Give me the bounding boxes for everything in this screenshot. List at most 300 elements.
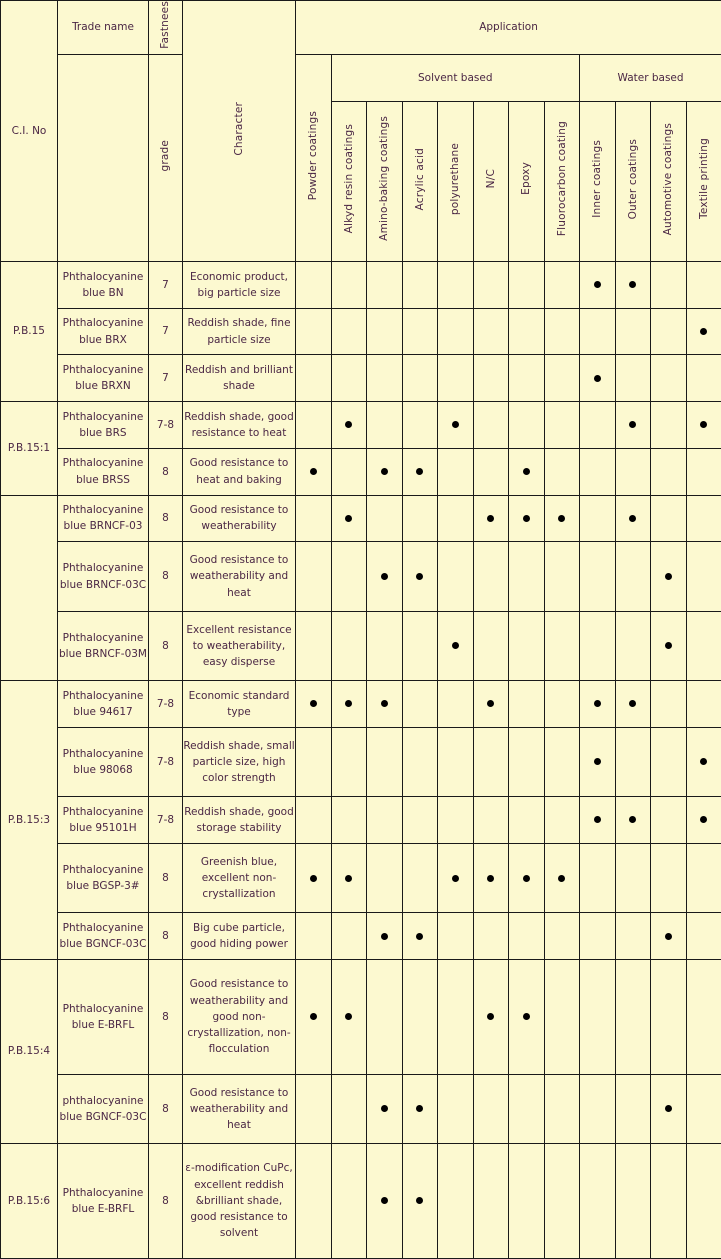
cell-grade: 7: [149, 355, 183, 402]
cell-app-outer-coatings: [615, 402, 651, 449]
cell-character: Economic product, big particle size: [183, 262, 296, 309]
dot-marker-icon: [629, 515, 636, 522]
cell-app-epoxy: [509, 843, 545, 912]
cell-app-automotive-coatings: [651, 1144, 687, 1259]
cell-app-automotive-coatings: [651, 797, 687, 844]
header-app-textile-printing-label: Textile printing: [697, 138, 710, 220]
header-fastness-label: Fastnees: [159, 1, 172, 49]
cell-character: Economic standard type: [183, 681, 296, 728]
cell-ci-no: P.B.15:6: [1, 1144, 58, 1259]
header-fastness: [149, 1, 183, 55]
cell-app-inner-coatings: [580, 542, 616, 611]
cell-app-automotive-coatings: [651, 542, 687, 611]
cell-app-nc: [473, 402, 509, 449]
cell-trade-name: Phthalocyanine blue E-BRFL: [58, 1144, 149, 1259]
cell-app-acrylic-acid: [402, 913, 438, 960]
cell-app-epoxy: [509, 448, 545, 495]
dot-marker-icon: [594, 281, 601, 288]
cell-app-alkyd-resin-coatings: [331, 1144, 367, 1259]
header-row-basis: [1, 55, 721, 102]
cell-app-powder-coatings: [296, 262, 332, 309]
cell-app-automotive-coatings: [651, 402, 687, 449]
cell-app-acrylic-acid: [402, 448, 438, 495]
dot-marker-icon: [558, 875, 565, 882]
cell-app-epoxy: [509, 681, 545, 728]
cell-app-inner-coatings: [580, 262, 616, 309]
header-row-application: [1, 1, 721, 55]
cell-app-fluorocarbon-coating: [544, 402, 580, 449]
cell-app-outer-coatings: [615, 262, 651, 309]
cell-grade: 7: [149, 308, 183, 355]
dot-marker-icon: [310, 1013, 317, 1020]
cell-app-outer-coatings: [615, 960, 651, 1075]
cell-app-nc: [473, 681, 509, 728]
cell-grade: 8: [149, 843, 183, 912]
cell-app-inner-coatings: [580, 681, 616, 728]
cell-app-automotive-coatings: [651, 681, 687, 728]
cell-app-amino-baking-coatings: [367, 402, 403, 449]
cell-app-polyurethane: [438, 448, 474, 495]
table-row: [1, 355, 721, 402]
table-row: [1, 448, 721, 495]
cell-app-inner-coatings: [580, 960, 616, 1075]
cell-trade-name: Phthalocyanine blue BRNCF-03: [58, 495, 149, 542]
cell-trade-name: Phthalocyanine blue BGSP-3#: [58, 843, 149, 912]
table-row: [1, 843, 721, 912]
header-app-powder-coatings: [296, 55, 332, 262]
cell-app-textile-printing: [686, 1144, 721, 1259]
cell-app-nc: [473, 843, 509, 912]
table-row: [1, 727, 721, 796]
cell-app-amino-baking-coatings: [367, 495, 403, 542]
cell-app-alkyd-resin-coatings: [331, 308, 367, 355]
cell-character: Good resistance to weatherability and good non-crystallization, non-flocculation: [183, 960, 296, 1075]
cell-app-nc: [473, 448, 509, 495]
cell-ci-no: P.B.15:4: [1, 960, 58, 1144]
header-grade: [149, 55, 183, 262]
cell-app-outer-coatings: [615, 355, 651, 402]
dot-marker-icon: [523, 515, 530, 522]
header-app-textile-printing: [686, 102, 721, 262]
cell-app-amino-baking-coatings: [367, 681, 403, 728]
cell-trade-name: Phthalocyanine blue E-BRFL: [58, 960, 149, 1075]
cell-character: Reddish shade, good resistance to heat: [183, 402, 296, 449]
cell-app-alkyd-resin-coatings: [331, 913, 367, 960]
dot-marker-icon: [381, 573, 388, 580]
cell-app-fluorocarbon-coating: [544, 727, 580, 796]
header-app-epoxy-label: Epoxy: [520, 162, 533, 196]
cell-grade: 8: [149, 1144, 183, 1259]
table-row: [1, 402, 721, 449]
cell-app-epoxy: [509, 542, 545, 611]
cell-app-outer-coatings: [615, 1074, 651, 1143]
cell-app-textile-printing: [686, 308, 721, 355]
cell-app-epoxy: [509, 495, 545, 542]
cell-app-fluorocarbon-coating: [544, 542, 580, 611]
dot-marker-icon: [345, 421, 352, 428]
cell-app-textile-printing: [686, 727, 721, 796]
cell-app-automotive-coatings: [651, 495, 687, 542]
cell-app-inner-coatings: [580, 1144, 616, 1259]
cell-app-inner-coatings: [580, 913, 616, 960]
header-trade-name-spacer: [58, 55, 149, 262]
dot-marker-icon: [558, 515, 565, 522]
cell-app-outer-coatings: [615, 448, 651, 495]
cell-app-fluorocarbon-coating: [544, 1144, 580, 1259]
cell-app-outer-coatings: [615, 495, 651, 542]
cell-app-polyurethane: [438, 960, 474, 1075]
cell-app-nc: [473, 1074, 509, 1143]
cell-grade: 8: [149, 611, 183, 680]
cell-grade: 7-8: [149, 681, 183, 728]
cell-app-alkyd-resin-coatings: [331, 797, 367, 844]
dot-marker-icon: [665, 933, 672, 940]
cell-app-outer-coatings: [615, 797, 651, 844]
cell-app-acrylic-acid: [402, 681, 438, 728]
cell-app-acrylic-acid: [402, 355, 438, 402]
cell-app-outer-coatings: [615, 1144, 651, 1259]
dot-marker-icon: [381, 1197, 388, 1204]
cell-app-nc: [473, 495, 509, 542]
cell-grade: 7: [149, 262, 183, 309]
dot-marker-icon: [310, 700, 317, 707]
cell-app-polyurethane: [438, 308, 474, 355]
cell-app-nc: [473, 797, 509, 844]
cell-ci-no: P.B.15:1: [1, 402, 58, 495]
cell-character: Good resistance to weatherability and heat: [183, 542, 296, 611]
cell-grade: 8: [149, 495, 183, 542]
cell-app-amino-baking-coatings: [367, 355, 403, 402]
cell-app-epoxy: [509, 402, 545, 449]
cell-app-alkyd-resin-coatings: [331, 843, 367, 912]
dot-marker-icon: [310, 875, 317, 882]
cell-app-acrylic-acid: [402, 960, 438, 1075]
cell-app-amino-baking-coatings: [367, 1074, 403, 1143]
cell-trade-name: Phthalocyanine blue BRNCF-03C: [58, 542, 149, 611]
cell-app-inner-coatings: [580, 1074, 616, 1143]
cell-app-epoxy: [509, 355, 545, 402]
dot-marker-icon: [381, 1105, 388, 1112]
cell-ci-no: P.B.15: [1, 262, 58, 402]
cell-app-nc: [473, 913, 509, 960]
cell-app-inner-coatings: [580, 797, 616, 844]
cell-app-powder-coatings: [296, 913, 332, 960]
cell-app-automotive-coatings: [651, 355, 687, 402]
cell-app-nc: [473, 960, 509, 1075]
table-row: [1, 495, 721, 542]
cell-app-acrylic-acid: [402, 542, 438, 611]
cell-app-amino-baking-coatings: [367, 262, 403, 309]
cell-app-fluorocarbon-coating: [544, 262, 580, 309]
cell-app-acrylic-acid: [402, 797, 438, 844]
header-app-inner-coatings-label: Inner coatings: [591, 139, 604, 218]
cell-grade: 7-8: [149, 727, 183, 796]
cell-app-powder-coatings: [296, 448, 332, 495]
cell-app-outer-coatings: [615, 843, 651, 912]
cell-app-alkyd-resin-coatings: [331, 727, 367, 796]
cell-character: Good resistance to weatherability and heat: [183, 1074, 296, 1143]
header-app-outer-coatings: [615, 102, 651, 262]
cell-app-alkyd-resin-coatings: [331, 262, 367, 309]
header-app-outer-coatings-label: Outer coatings: [626, 138, 639, 220]
dot-marker-icon: [700, 758, 707, 765]
cell-grade: 8: [149, 960, 183, 1075]
table-header: [1, 1, 721, 262]
cell-app-inner-coatings: [580, 448, 616, 495]
cell-app-inner-coatings: [580, 402, 616, 449]
cell-trade-name: Phthalocyanine blue BRX: [58, 308, 149, 355]
cell-trade-name: Phthalocyanine blue 95101H: [58, 797, 149, 844]
cell-app-automotive-coatings: [651, 262, 687, 309]
cell-app-polyurethane: [438, 1074, 474, 1143]
table-row: [1, 611, 721, 680]
cell-app-textile-printing: [686, 262, 721, 309]
cell-app-polyurethane: [438, 797, 474, 844]
cell-app-polyurethane: [438, 843, 474, 912]
header-app-polyurethane-label: polyurethane: [449, 142, 462, 215]
dot-marker-icon: [629, 281, 636, 288]
cell-app-powder-coatings: [296, 542, 332, 611]
cell-app-outer-coatings: [615, 913, 651, 960]
cell-grade: 8: [149, 1074, 183, 1143]
cell-app-inner-coatings: [580, 355, 616, 402]
cell-app-acrylic-acid: [402, 1144, 438, 1259]
cell-app-fluorocarbon-coating: [544, 611, 580, 680]
dot-marker-icon: [487, 700, 494, 707]
cell-ci-no: [1, 495, 58, 681]
cell-app-textile-printing: [686, 611, 721, 680]
table-row: [1, 262, 721, 309]
cell-trade-name: Phthalocyanine blue BGNCF-03C: [58, 913, 149, 960]
cell-app-powder-coatings: [296, 402, 332, 449]
dot-marker-icon: [665, 1105, 672, 1112]
cell-app-inner-coatings: [580, 308, 616, 355]
cell-grade: 8: [149, 448, 183, 495]
cell-app-automotive-coatings: [651, 913, 687, 960]
cell-trade-name: Phthalocyanine blue BRS: [58, 402, 149, 449]
table-row: [1, 1144, 721, 1259]
header-app-epoxy: [509, 102, 545, 262]
cell-app-inner-coatings: [580, 727, 616, 796]
cell-app-outer-coatings: [615, 308, 651, 355]
cell-app-nc: [473, 262, 509, 309]
cell-app-polyurethane: [438, 1144, 474, 1259]
dot-marker-icon: [523, 1013, 530, 1020]
table-row: [1, 308, 721, 355]
dot-marker-icon: [416, 933, 423, 940]
cell-grade: 7-8: [149, 797, 183, 844]
cell-app-outer-coatings: [615, 542, 651, 611]
cell-app-nc: [473, 308, 509, 355]
dot-marker-icon: [629, 816, 636, 823]
dot-marker-icon: [452, 875, 459, 882]
cell-app-powder-coatings: [296, 960, 332, 1075]
cell-app-inner-coatings: [580, 611, 616, 680]
header-app-automotive-coatings-label: Automotive coatings: [662, 122, 675, 236]
cell-app-outer-coatings: [615, 681, 651, 728]
cell-app-textile-printing: [686, 843, 721, 912]
table-row: [1, 681, 721, 728]
cell-character: Greenish blue, excellent non-crystallization: [183, 843, 296, 912]
header-app-fluorocarbon-coating: [544, 102, 580, 262]
cell-app-fluorocarbon-coating: [544, 495, 580, 542]
cell-app-fluorocarbon-coating: [544, 681, 580, 728]
cell-grade: 7-8: [149, 402, 183, 449]
cell-app-alkyd-resin-coatings: [331, 1074, 367, 1143]
cell-app-alkyd-resin-coatings: [331, 495, 367, 542]
dot-marker-icon: [416, 468, 423, 475]
cell-app-epoxy: [509, 262, 545, 309]
cell-app-acrylic-acid: [402, 727, 438, 796]
cell-app-epoxy: [509, 1144, 545, 1259]
dot-marker-icon: [416, 1105, 423, 1112]
cell-app-polyurethane: [438, 681, 474, 728]
dot-marker-icon: [665, 642, 672, 649]
cell-app-automotive-coatings: [651, 308, 687, 355]
cell-app-powder-coatings: [296, 611, 332, 680]
header-app-automotive-coatings: [651, 102, 687, 262]
cell-app-inner-coatings: [580, 495, 616, 542]
dot-marker-icon: [700, 328, 707, 335]
cell-grade: 8: [149, 542, 183, 611]
cell-app-nc: [473, 1144, 509, 1259]
dot-marker-icon: [416, 1197, 423, 1204]
dot-marker-icon: [345, 875, 352, 882]
header-app-nc: [473, 102, 509, 262]
cell-app-polyurethane: [438, 262, 474, 309]
dot-marker-icon: [345, 515, 352, 522]
cell-app-outer-coatings: [615, 727, 651, 796]
dot-marker-icon: [310, 468, 317, 475]
cell-app-amino-baking-coatings: [367, 797, 403, 844]
cell-app-polyurethane: [438, 913, 474, 960]
dot-marker-icon: [594, 375, 601, 382]
header-app-alkyd-resin-coatings: [331, 102, 367, 262]
cell-trade-name: Phthalocyanine blue 94617: [58, 681, 149, 728]
header-app-amino-baking-coatings: [367, 102, 403, 262]
cell-app-textile-printing: [686, 448, 721, 495]
cell-app-textile-printing: [686, 681, 721, 728]
header-water-based: Water based: [580, 55, 721, 102]
cell-app-epoxy: [509, 960, 545, 1075]
cell-app-polyurethane: [438, 542, 474, 611]
cell-grade: 8: [149, 913, 183, 960]
cell-app-textile-printing: [686, 495, 721, 542]
header-app-acrylic-acid: [402, 102, 438, 262]
cell-app-fluorocarbon-coating: [544, 913, 580, 960]
cell-app-alkyd-resin-coatings: [331, 611, 367, 680]
header-trade-name: Trade name: [58, 1, 149, 55]
cell-app-epoxy: [509, 1074, 545, 1143]
dot-marker-icon: [345, 700, 352, 707]
dot-marker-icon: [416, 573, 423, 580]
dot-marker-icon: [594, 758, 601, 765]
cell-app-powder-coatings: [296, 1144, 332, 1259]
cell-app-epoxy: [509, 308, 545, 355]
cell-app-fluorocarbon-coating: [544, 843, 580, 912]
cell-character: Reddish and brilliant shade: [183, 355, 296, 402]
dot-marker-icon: [629, 700, 636, 707]
cell-app-powder-coatings: [296, 308, 332, 355]
cell-app-nc: [473, 611, 509, 680]
cell-app-alkyd-resin-coatings: [331, 355, 367, 402]
cell-app-automotive-coatings: [651, 960, 687, 1075]
cell-app-nc: [473, 727, 509, 796]
cell-app-amino-baking-coatings: [367, 542, 403, 611]
cell-app-amino-baking-coatings: [367, 308, 403, 355]
cell-app-fluorocarbon-coating: [544, 355, 580, 402]
cell-app-polyurethane: [438, 402, 474, 449]
dot-marker-icon: [452, 642, 459, 649]
cell-app-automotive-coatings: [651, 611, 687, 680]
cell-character: ε-modification CuPc, excellent reddish &brilliant shade, good resistance to solvent: [183, 1144, 296, 1259]
dot-marker-icon: [345, 1013, 352, 1020]
cell-app-acrylic-acid: [402, 843, 438, 912]
dot-marker-icon: [700, 816, 707, 823]
cell-app-polyurethane: [438, 727, 474, 796]
header-ci-no: C.I. No: [1, 1, 58, 262]
cell-app-nc: [473, 542, 509, 611]
header-app-powder-coatings-label: Powder coatings: [307, 110, 320, 200]
cell-trade-name: Phthalocyanine blue BRSS: [58, 448, 149, 495]
cell-character: Good resistance to heat and baking: [183, 448, 296, 495]
cell-app-acrylic-acid: [402, 1074, 438, 1143]
cell-app-textile-printing: [686, 542, 721, 611]
table-row: [1, 542, 721, 611]
cell-app-acrylic-acid: [402, 308, 438, 355]
cell-app-acrylic-acid: [402, 262, 438, 309]
header-app-polyurethane: [438, 102, 474, 262]
header-character: [183, 1, 296, 262]
cell-app-fluorocarbon-coating: [544, 1074, 580, 1143]
cell-app-powder-coatings: [296, 727, 332, 796]
cell-app-alkyd-resin-coatings: [331, 448, 367, 495]
table-row: [1, 960, 721, 1075]
cell-app-inner-coatings: [580, 843, 616, 912]
dot-marker-icon: [487, 515, 494, 522]
dot-marker-icon: [523, 468, 530, 475]
header-app-acrylic-acid-label: Acrylic acid: [413, 147, 426, 211]
table-row: [1, 1074, 721, 1143]
cell-app-epoxy: [509, 727, 545, 796]
cell-app-acrylic-acid: [402, 402, 438, 449]
cell-app-amino-baking-coatings: [367, 913, 403, 960]
cell-trade-name: Phthalocyanine blue BRXN: [58, 355, 149, 402]
cell-app-polyurethane: [438, 495, 474, 542]
cell-app-powder-coatings: [296, 1074, 332, 1143]
cell-app-polyurethane: [438, 355, 474, 402]
cell-app-powder-coatings: [296, 797, 332, 844]
header-app-nc-label: N/C: [484, 169, 497, 189]
cell-app-fluorocarbon-coating: [544, 448, 580, 495]
header-grade-label: grade: [159, 139, 172, 172]
cell-app-amino-baking-coatings: [367, 960, 403, 1075]
cell-app-powder-coatings: [296, 355, 332, 402]
cell-character: Excellent resistance to weatherability, easy disperse: [183, 611, 296, 680]
cell-app-textile-printing: [686, 402, 721, 449]
cell-app-automotive-coatings: [651, 843, 687, 912]
header-app-fluorocarbon-coating-label: Fluorocarbon coating: [555, 121, 568, 237]
cell-app-acrylic-acid: [402, 495, 438, 542]
dot-marker-icon: [629, 421, 636, 428]
cell-app-epoxy: [509, 913, 545, 960]
dot-marker-icon: [700, 421, 707, 428]
cell-trade-name: phthalocyanine blue BGNCF-03C: [58, 1074, 149, 1143]
cell-app-amino-baking-coatings: [367, 611, 403, 680]
cell-character: Good resistance to weatherability: [183, 495, 296, 542]
cell-app-outer-coatings: [615, 611, 651, 680]
cell-app-automotive-coatings: [651, 448, 687, 495]
